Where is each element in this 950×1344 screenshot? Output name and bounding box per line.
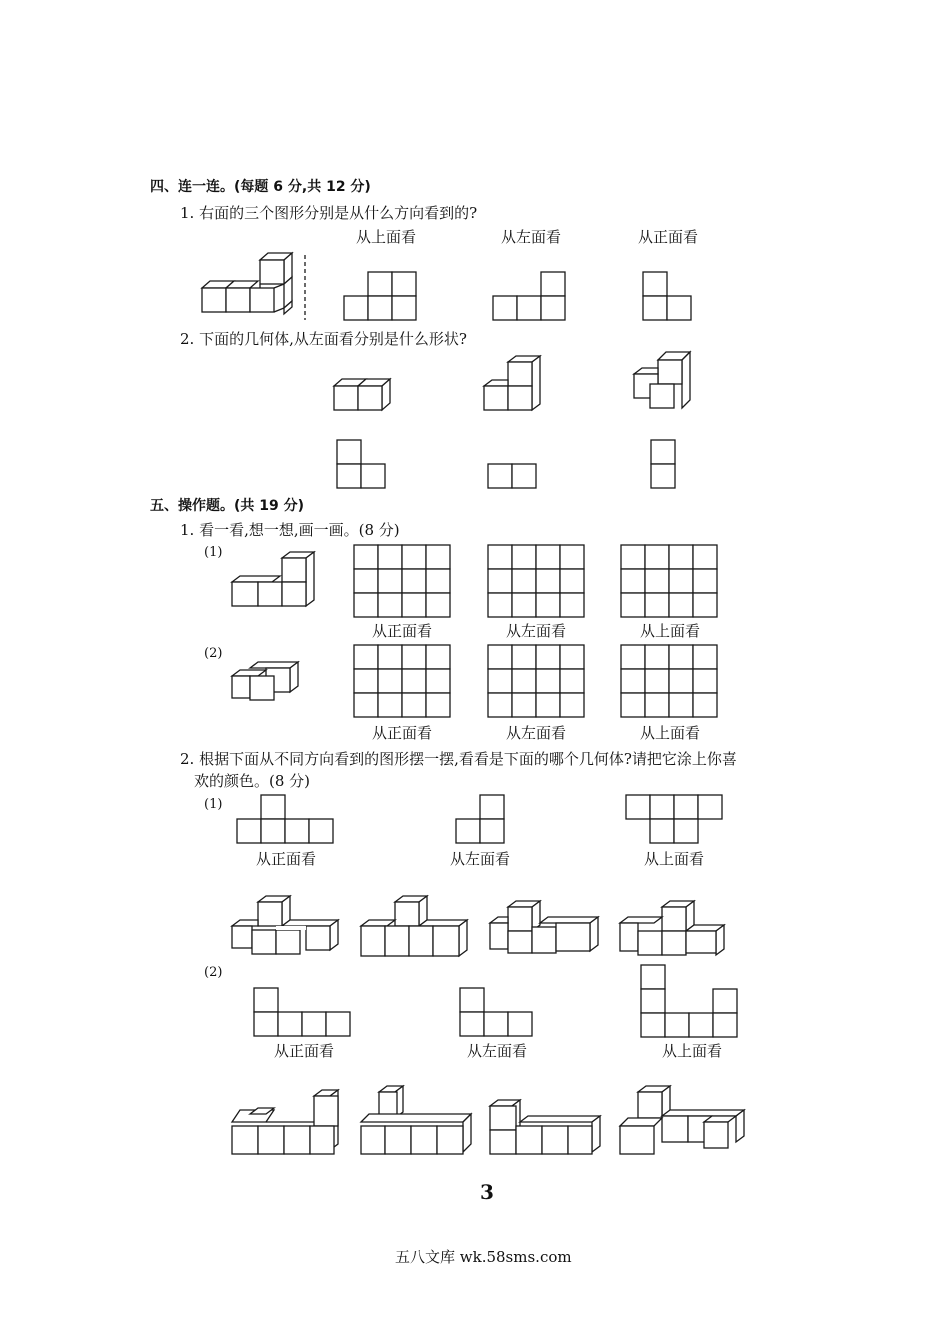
s5q2-option-1c[interactable] [490,899,602,957]
grid-left-2[interactable] [488,645,588,719]
s5q1-part1: (1) [204,545,223,560]
s4q2-view-a [337,440,389,490]
s5q2-view-top-2 [641,965,743,1041]
s4q1-view-c [643,272,695,322]
section4-q2-text: 2. 下面的几何体,从左面看分别是什么形状? [180,330,467,348]
s5q1-label-front-1: 从正面看 [371,622,432,640]
s5q2-option-1b[interactable] [361,894,471,958]
s5q2-view-front-2 [254,988,356,1040]
section5-q2-text-line2: 欢的颜色。(8 分) [194,772,311,790]
s5q2-option-2c[interactable] [490,1096,608,1158]
section5-q1-text: 1. 看一看,想一想,画一画。(8 分) [180,521,400,539]
grid-top-1[interactable] [621,545,721,619]
s5q2-part2: (2) [204,965,223,980]
s4q2-solid-a [334,376,394,416]
s5q1-label-top-2: 从上面看 [639,724,700,742]
s5q2-option-1a[interactable] [232,894,342,958]
s5q1-label-front-2: 从正面看 [371,724,432,742]
grid-front-1[interactable] [354,545,454,619]
grid-top-2[interactable] [621,645,721,719]
s4q2-solid-c [634,352,694,412]
s4q2-view-c [651,440,679,490]
s5q2-label-top-1: 从上面看 [643,850,704,868]
s5q2-view-left-1 [456,795,508,847]
section4-heading: 四、连一连。(每题 6 分,共 12 分) [150,179,371,195]
s5q2-label-left-1: 从左面看 [449,850,510,868]
s5q2-view-top-1 [626,795,728,847]
s5q1-label-left-2: 从左面看 [505,724,566,742]
section5-q2-text-line1: 2. 根据下面从不同方向看到的图形摆一摆,看看是下面的哪个几何体?请把它涂上你喜 [180,750,737,768]
s5q2-label-left-2: 从左面看 [466,1042,527,1060]
label-front-view: 从正面看 [637,228,698,246]
label-top-view: 从上面看 [355,228,416,246]
s5q2-option-2b[interactable] [361,1086,473,1158]
s5q2-option-2a[interactable] [232,1090,344,1158]
s4q2-view-b [488,464,540,490]
s5q2-view-front-1 [237,795,339,847]
s5q2-part1: (1) [204,797,223,812]
s5q2-option-2d[interactable] [620,1086,746,1158]
s5q2-option-1d[interactable] [620,899,732,959]
s4q1-view-a [344,272,420,322]
grid-left-1[interactable] [488,545,588,619]
s5q1-solid-2 [232,660,302,704]
s5q1-label-left-1: 从左面看 [505,622,566,640]
s5q1-part2: (2) [204,646,223,661]
s4q2-solid-b [484,356,544,414]
s5q1-label-top-1: 从上面看 [639,622,700,640]
footer-watermark: 五八文库 wk.58sms.com [395,1248,572,1266]
s5q2-label-front-2: 从正面看 [273,1042,334,1060]
s5q2-label-top-2: 从上面看 [661,1042,722,1060]
s5q2-view-left-2 [460,988,538,1040]
grid-front-2[interactable] [354,645,454,719]
s4q1-view-b [493,272,569,322]
label-left-view: 从左面看 [500,228,561,246]
page-number: 3 [480,1180,494,1204]
section4-q1-text: 1. 右面的三个图形分别是从什么方向看到的? [180,204,478,222]
s5q1-solid-1 [232,552,316,610]
s4q1-solid [200,250,300,320]
section5-heading: 五、操作题。(共 19 分) [150,498,305,514]
s5q2-label-front-1: 从正面看 [255,850,316,868]
